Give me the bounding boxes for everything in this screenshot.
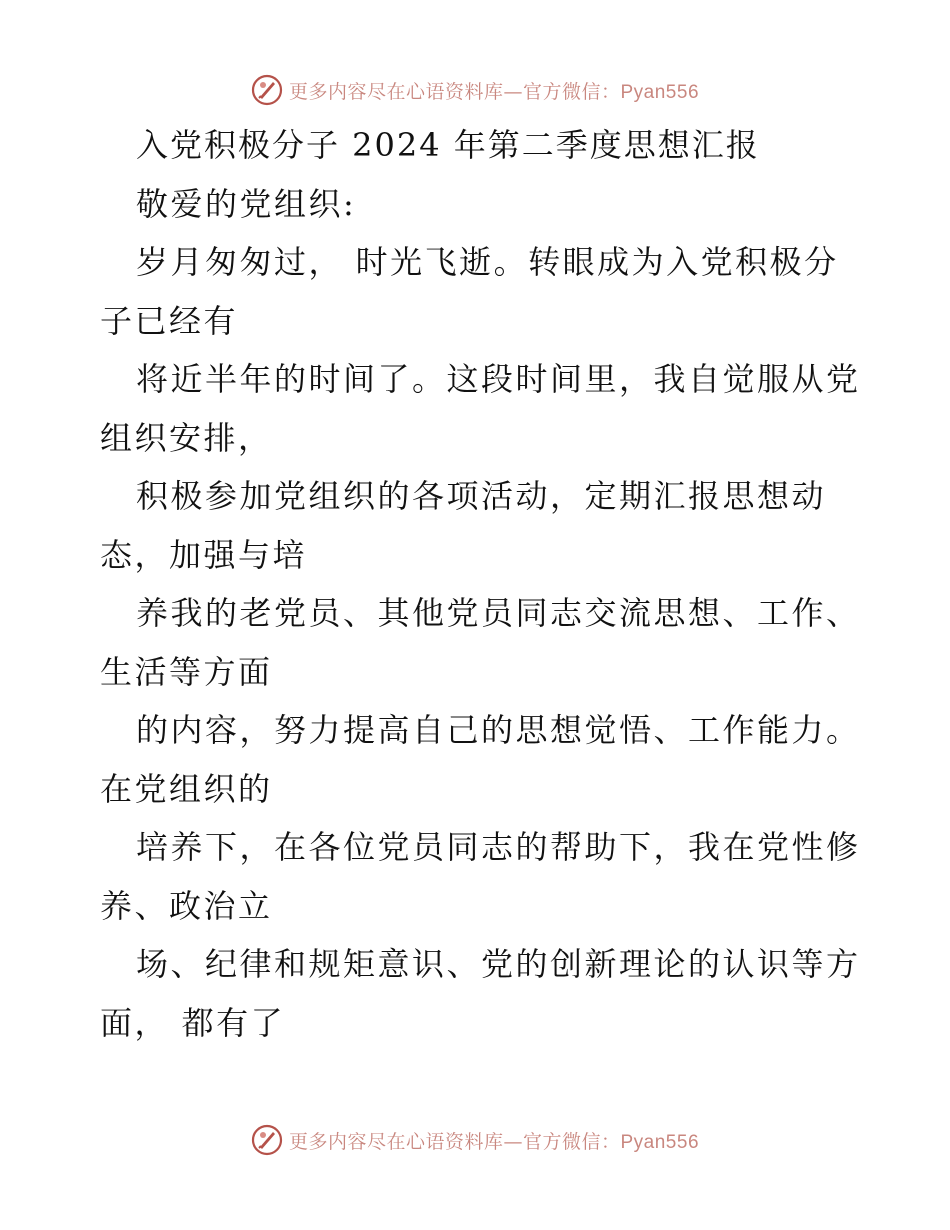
footer-watermark (0, 1120, 950, 1160)
body-line: 组织安排， (100, 418, 273, 457)
body-line: 培养下，在各位党员同志的帮助下，我在党性修 (136, 828, 861, 866)
body-line: 场、纪律和规矩意识、党的创新理论的认识等方 (136, 945, 861, 983)
quill-seal-icon (251, 1124, 283, 1156)
document-body (100, 116, 860, 1052)
body-line: 生活等方面 (100, 652, 273, 691)
document-title: 入党积极分子 2024 年第二季度思想汇报 (136, 126, 760, 164)
watermark-text: 更多内容尽在心语资料库—官方微信：Pyan556 (288, 80, 700, 103)
body-line: 在党组织的 (100, 769, 273, 808)
body-line: 养、政治立 (100, 886, 273, 925)
body-line: 态，加强与培 (100, 535, 308, 574)
salutation: 敬爱的党组织: (136, 184, 357, 223)
body-line: 积极参加党组织的各项活动，定期汇报思想动 (136, 477, 827, 515)
body-line: 岁月匆匆过， 时光飞逝。转眼成为入党积极分 (136, 243, 839, 281)
body-line: 将近半年的时间了。这段时间里，我自觉服从党 (136, 360, 861, 398)
quill-seal-icon (251, 74, 283, 106)
header-watermark (0, 70, 950, 110)
body-line: 养我的老党员、其他党员同志交流思想、工作、 (136, 594, 861, 632)
watermark-text: 更多内容尽在心语资料库—官方微信：Pyan556 (288, 1130, 700, 1153)
body-line: 子已经有 (100, 301, 239, 340)
body-line: 的内容，努力提高自己的思想觉悟、工作能力。 (136, 711, 861, 749)
body-line: 面， 都有了 (100, 1003, 286, 1042)
